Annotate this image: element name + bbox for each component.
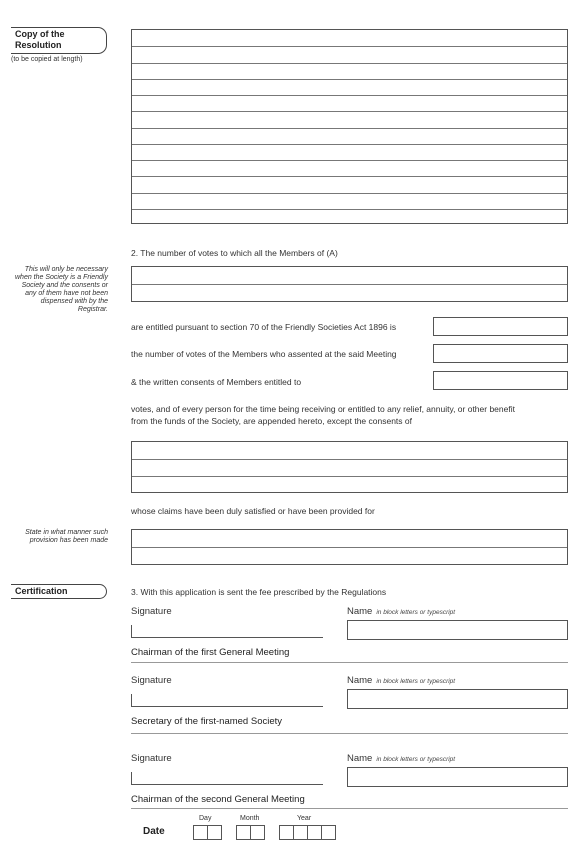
signatory-role: Chairman of the first General Meeting [131, 647, 290, 658]
name-label [347, 753, 455, 764]
name-label [347, 675, 455, 686]
written-consents-input[interactable] [433, 371, 568, 390]
consents-paragraph-1: votes, and of every person for the time being receiving or entitled to any relief, annuity, or other benefit [131, 404, 515, 414]
claims-line: whose claims have been duly satisfied or have been provided for [131, 506, 375, 516]
month-digit-input[interactable] [236, 825, 251, 840]
consents-paragraph-2: from the funds of the Society, are appended hereto, except the consents of [131, 416, 412, 426]
resolution-rule [132, 209, 567, 210]
divider [131, 733, 568, 734]
exceptions-field[interactable] [131, 441, 568, 493]
name-label-text: Name [347, 606, 373, 617]
resolution-rule [132, 95, 567, 96]
signature-label: Signature [131, 753, 172, 764]
resolution-rule [132, 79, 567, 80]
resolution-rule [132, 160, 567, 161]
name-hint: in block letters or typescript [376, 609, 456, 616]
resolution-rule [132, 176, 567, 177]
year-digit-input[interactable] [293, 825, 308, 840]
month-header: Month [240, 815, 260, 822]
year-digit-input[interactable] [307, 825, 322, 840]
signature-label: Signature [131, 606, 172, 617]
month-digit-input[interactable] [250, 825, 265, 840]
resolution-rule [132, 111, 567, 112]
field-rule [132, 547, 567, 548]
signatory-role: Secretary of the first-named Society [131, 716, 283, 727]
resolution-rule [132, 63, 567, 64]
entitled-votes-input[interactable] [433, 317, 568, 336]
resolution-subtitle: (to be copied at length) [11, 56, 83, 63]
votes-intro: 2. The number of votes to which all the Members of (A) [131, 248, 338, 258]
written-consents-line: & the written consents of Members entitled to [131, 377, 302, 387]
resolution-rule [132, 46, 567, 47]
entitled-line: are entitled pursuant to section 70 of the Friendly Societies Act 1896 is [131, 322, 397, 332]
year-digit-input[interactable] [321, 825, 336, 840]
assented-line: the number of votes of the Members who assented at the said Meeting [131, 349, 397, 359]
divider [131, 808, 568, 809]
certification-intro: 3. With this application is sent the fee prescribed by the Regulations [131, 587, 387, 597]
year-header: Year [297, 815, 312, 822]
signature-field[interactable] [131, 772, 323, 785]
name-label-text: Name [347, 753, 373, 764]
resolution-tag [11, 27, 107, 54]
name-input[interactable] [347, 620, 568, 640]
day-digit-input[interactable] [193, 825, 208, 840]
field-rule [132, 476, 567, 477]
signature-field[interactable] [131, 694, 323, 707]
signature-label: Signature [131, 675, 172, 686]
field-rule [132, 459, 567, 460]
day-header: Day [199, 815, 212, 822]
divider [131, 662, 568, 663]
resolution-rule [132, 144, 567, 145]
signature-field[interactable] [131, 625, 323, 638]
resolution-rule [132, 193, 567, 194]
name-input[interactable] [347, 689, 568, 709]
friendly-society-note: This will only be necessary when the Society is a Friendly Society and the consents or any of them have not been dispensed with by the Registrar. [15, 266, 108, 313]
members-field[interactable] [131, 266, 568, 302]
certification-title: Certification [15, 586, 68, 596]
name-label-text: Name [347, 675, 373, 686]
name-hint: in block letters or typescript [376, 678, 456, 685]
certification-tag [11, 584, 107, 599]
day-digit-input[interactable] [207, 825, 222, 840]
date-label: Date [143, 826, 165, 837]
name-hint: in block letters or typescript [376, 756, 456, 763]
name-label [347, 606, 455, 617]
provision-note: State in what manner such provision has been made [25, 529, 108, 544]
provision-field[interactable] [131, 529, 568, 565]
signatory-role: Chairman of the second General Meeting [131, 794, 305, 805]
name-input[interactable] [347, 767, 568, 787]
resolution-rule [132, 128, 567, 129]
assented-votes-input[interactable] [433, 344, 568, 363]
resolution-title: Copy of the Resolution [15, 29, 65, 50]
field-rule [132, 284, 567, 285]
resolution-text-area[interactable] [131, 29, 568, 224]
year-digit-input[interactable] [279, 825, 294, 840]
